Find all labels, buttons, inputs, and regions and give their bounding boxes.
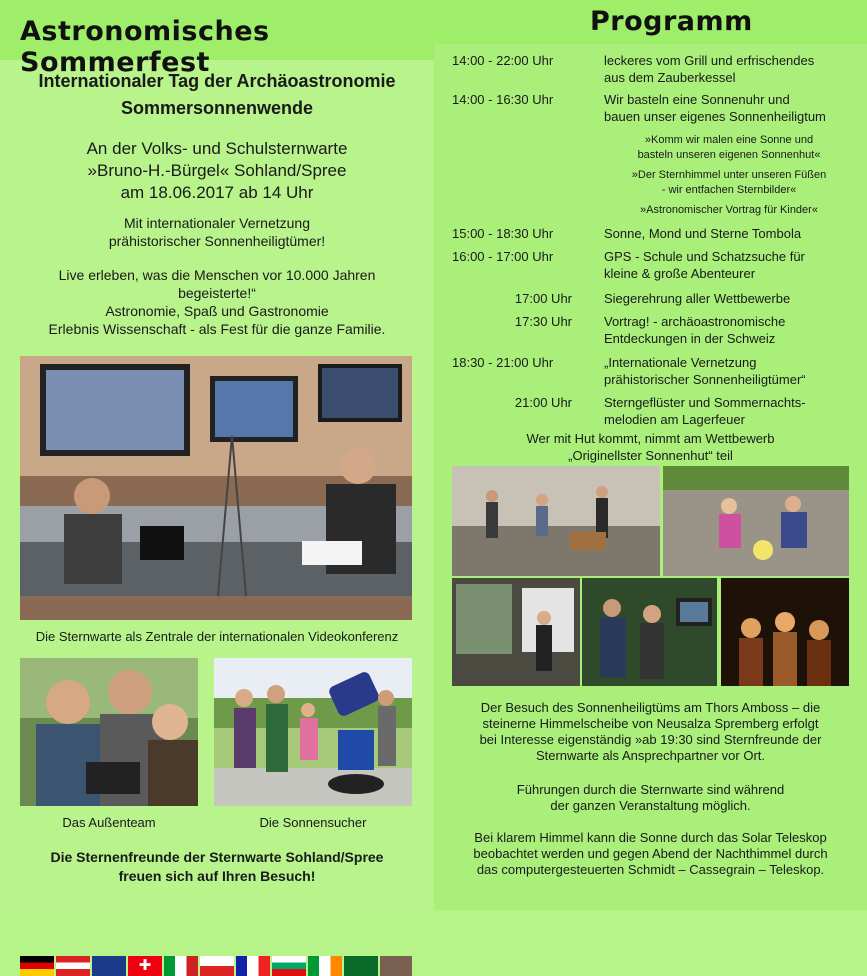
flag-bulgaria-icon — [272, 956, 306, 976]
program-sub-line: - wir entfachen Sternbilder« — [661, 184, 797, 196]
program-time: 15:00 - 18:30 Uhr — [452, 226, 554, 241]
crafting-room-photo — [452, 466, 660, 576]
campfire-photo — [721, 578, 849, 686]
sun-seekers-caption: Die Sonnensucher — [259, 815, 367, 830]
network-line-1: Mit internationaler Vernetzung — [124, 215, 310, 231]
program-text: leckeres vom Grill und erfrischendes aus dem Zauberkessel — [604, 53, 815, 85]
outdoor-team-photo — [20, 658, 198, 806]
program-text: GPS - Schule und Schatzsuche für kleine & große Abenteurer — [604, 249, 805, 281]
heading-solstice: Sommersonnenwende — [120, 98, 314, 118]
page-title: Astronomisches Sommerfest — [20, 16, 270, 78]
program-sub-line: »Der Sternhimmel unter unseren Füßen — [631, 169, 827, 181]
left-column — [0, 0, 434, 974]
tour-text: Führungen durch die Sternwarte sind während der ganzen Veranstaltung möglich. — [516, 782, 785, 813]
program-time: 14:00 - 16:30 Uhr — [452, 92, 554, 107]
live-line-2: begeisterte!“ — [178, 285, 256, 301]
program-time: 21:00 Uhr — [514, 395, 572, 410]
live-line-1: Live erleben, was die Menschen vor 10.000 Jahren — [58, 267, 376, 283]
sun-seekers-photo — [214, 658, 412, 806]
program-text: Sterngeflüster und Sommernachts- melodien am Lagerfeuer — [604, 395, 806, 427]
program-text: „Internationale Vernetzung prähistorischer Sonnenheiligtümer“ — [604, 355, 806, 387]
program-title: Programm — [590, 6, 753, 37]
footer-line-2: freuen sich auf Ihren Besuch! — [118, 868, 316, 884]
program-text: Wir basteln eine Sonnenuhr und bauen unser eigenes Sonnenheiligtum — [604, 92, 826, 124]
telescope-group-photo — [582, 578, 717, 686]
flag-italy-icon — [164, 956, 198, 976]
program-sub-line: basteln unseren eigenen Sonnenhut« — [637, 149, 821, 161]
visit-text: Der Besuch des Sonnenheiligtüms am Thors Amboss – die steinerne Himmelscheibe von Neusalza Spremberg erfolgt bei Interesse eigenständig »ab 19:30 sind Sternfreunde der Sternwarte als Ansprechpartner vor Ort. — [479, 700, 822, 763]
flag-germany-icon — [20, 956, 54, 976]
flag-strip-end — [380, 956, 412, 976]
venue-line-1: An der Volks- und Schulsternwarte — [86, 139, 348, 158]
flag-ireland-icon — [308, 956, 342, 976]
program-time: 14:00 - 22:00 Uhr — [452, 53, 554, 68]
venue-line-2: »Bruno-H.-Bürgel« Sohland/Spree — [87, 161, 347, 180]
telescope-text: Bei klarem Himmel kann die Sonne durch das Solar Teleskop beobachtet werden und gegen Abend der Nachthimmel durch das computergesteuerten Schmidt – Cassegrain – Teleskop. — [473, 830, 828, 877]
flag-uk-icon — [92, 956, 126, 976]
program-text: Vortrag! - archäoastronomische Entdeckungen in der Schweiz — [604, 314, 786, 346]
program-text: Siegerehrung aller Wettbewerbe — [604, 291, 791, 306]
footer-line-1: Die Sternenfreunde der Sternwarte Sohland/Spree — [50, 849, 384, 865]
flag-czech-icon — [200, 956, 234, 976]
network-line-2: prähistorischer Sonnenheiligtümer! — [108, 233, 326, 249]
chalk-drawing-photo — [663, 466, 849, 576]
right-column — [434, 0, 867, 910]
heading-archaeo: Internationaler Tag der Archäoastronomie — [38, 71, 396, 91]
hat-contest-line-2: „Originellster Sonnenhut“ teil — [568, 448, 733, 463]
program-time: 17:00 Uhr — [514, 291, 572, 306]
live-line-3: Astronomie, Spaß und Gastronomie — [105, 303, 329, 319]
program-time: 16:00 - 17:00 Uhr — [452, 249, 554, 264]
event-date: am 18.06.2017 ab 14 Uhr — [120, 183, 314, 202]
flag-saudi-arabia-icon — [344, 956, 378, 976]
outdoor-team-caption: Das Außenteam — [62, 815, 156, 830]
flag-austria-icon — [56, 956, 90, 976]
program-sub-line: »Astronomischer Vortrag für Kinder« — [640, 204, 818, 216]
videoconference-caption: Die Sternwarte als Zentrale der internationalen Videokonferenz — [35, 629, 399, 644]
program-sub-line: »Komm wir malen eine Sonne und — [644, 134, 814, 146]
lecture-photo — [452, 578, 580, 686]
program-time: 17:30 Uhr — [514, 314, 572, 329]
flag-switzerland-icon: ✚ — [128, 956, 162, 976]
live-line-4: Erlebnis Wissenschaft - als Fest für die ganze Familie. — [48, 321, 386, 337]
program-text: Sonne, Mond und Sterne Tombola — [604, 226, 802, 241]
hat-contest-line-1: Wer mit Hut kommt, nimmt am Wettbewerb — [526, 431, 775, 446]
flag-france-icon — [236, 956, 270, 976]
program-time: 18:30 - 21:00 Uhr — [452, 355, 554, 370]
